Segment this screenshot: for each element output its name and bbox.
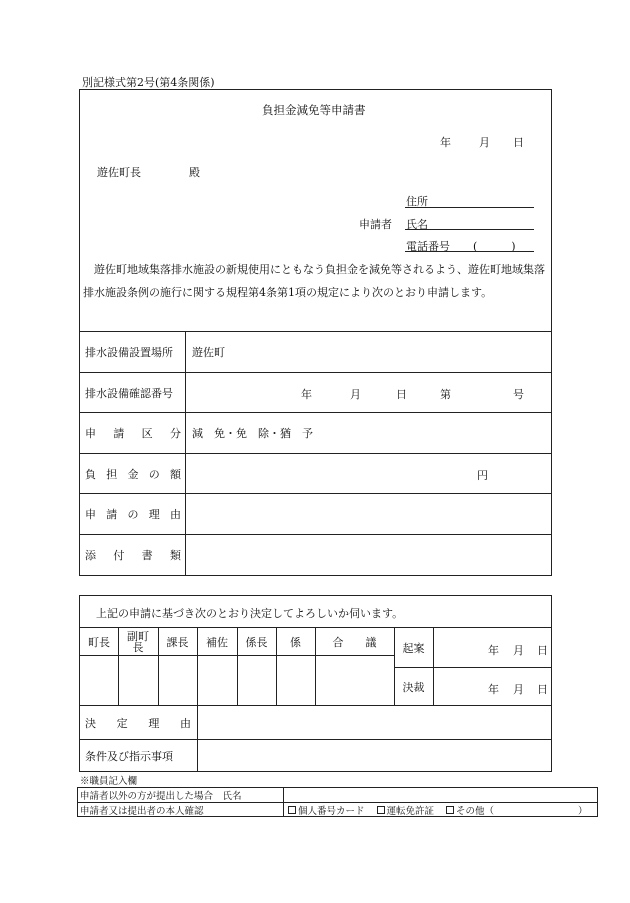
location-value[interactable]: 遊佐町 — [192, 346, 225, 359]
approval-header-consultation: 合 議 — [332, 635, 377, 649]
applicant-address-line[interactable] — [405, 207, 534, 208]
staff-note: ※職員記入欄 — [80, 776, 138, 787]
decision-reason-label — [85, 706, 191, 739]
option-other-close: ） — [578, 806, 588, 817]
amount-label-char: 担 — [106, 467, 118, 481]
reason-label-char: 申 — [85, 508, 96, 521]
reason-label-char: の — [127, 508, 139, 521]
amount-label-char: 金 — [127, 467, 139, 481]
category-label — [85, 413, 181, 453]
decision-label: 決裁 — [402, 680, 425, 694]
checkbox-icon[interactable] — [288, 806, 296, 814]
addressee-name: 遊佐町長 — [97, 166, 141, 179]
form-title: 負担金減免等申請書 — [262, 103, 366, 117]
decision-date-month: 月 — [513, 683, 524, 696]
reason-label-char: 請 — [106, 508, 118, 521]
confirm-no-go: 号 — [513, 388, 524, 401]
confirm-no-month: 月 — [350, 388, 361, 401]
confirm-no-year: 年 — [301, 388, 312, 401]
reason-label-char: 由 — [170, 508, 181, 521]
confirm-no-dai: 第 — [440, 388, 451, 401]
decision-date-day: 日 — [537, 683, 548, 696]
checkbox-icon[interactable] — [377, 806, 385, 814]
location-label: 排水設備設置場所 — [85, 346, 173, 359]
approval-header-staff: 係 — [290, 635, 301, 649]
applicant-name-line[interactable] — [405, 229, 534, 230]
attachments-label-char: 付 — [113, 549, 125, 562]
amount-label — [85, 454, 181, 493]
staff-row2-label: 申請者又は提出者の本人確認 — [80, 806, 204, 817]
decision-reason-char: 由 — [179, 716, 191, 730]
application-date-day: 日 — [513, 136, 524, 149]
applicant-label: 申請者 — [359, 218, 392, 231]
approval-header-deputy-mayor: 副町長 — [127, 629, 149, 654]
decision-reason-char: 理 — [148, 716, 160, 730]
form-code: 別記様式第2号(第4条関係) — [82, 76, 215, 89]
decision-reason-char: 定 — [116, 716, 128, 730]
attachments-label-char: 類 — [169, 549, 181, 562]
applicant-phone-line[interactable] — [405, 251, 534, 252]
application-date-year: 年 — [440, 136, 451, 149]
approval-header-section-chief: 課長 — [166, 635, 189, 649]
attachments-label — [85, 535, 181, 575]
conditions-label: 条件及び指示事項 — [85, 750, 173, 763]
applicant-name-label: 氏名 — [406, 218, 428, 231]
reason-label — [85, 494, 181, 534]
category-label-char: 区 — [141, 427, 153, 440]
confirm-no-day: 日 — [396, 388, 407, 401]
application-date-month: 月 — [479, 136, 490, 149]
approval-header-assistant: 補佐 — [206, 635, 228, 649]
reason-label-char: 理 — [148, 508, 160, 521]
decision-reason-char: 決 — [85, 716, 96, 730]
applicant-address-label: 住所 — [406, 195, 428, 208]
amount-unit: 円 — [477, 469, 488, 482]
confirm-no-label: 排水設備確認番号 — [85, 386, 173, 400]
draft-date-year: 年 — [488, 644, 499, 657]
approval-header-mayor: 町長 — [88, 635, 110, 649]
attachments-label-char: 添 — [85, 549, 96, 562]
amount-label-char: 負 — [85, 467, 96, 481]
applicant-phone-paren: ( ) — [473, 240, 520, 253]
decision-date-year: 年 — [488, 683, 499, 696]
category-options[interactable]: 減 免・免 除・猶 予 — [192, 427, 313, 440]
option-other: その他（ — [456, 806, 495, 817]
amount-label-char: の — [148, 467, 160, 481]
category-label-char: 分 — [169, 427, 181, 440]
body-text: 遊佐町地域集落排水施設の新規使用にともなう負担金を減免等されるよう、遊佐町地域集落排水施設条例の施行に関する規程第4条第1項の規定により次のとおり申請します。 — [83, 263, 545, 299]
approval-header-subsection-chief: 係長 — [245, 635, 268, 649]
option-drivers-license: 運転免許証 — [386, 806, 435, 817]
amount-label-char: 額 — [170, 467, 181, 481]
draft-date-month: 月 — [513, 644, 524, 657]
approval-intro: 上記の申請に基づき次のとおり決定してよろしいか伺います。 — [96, 607, 404, 620]
addressee-honorific: 殿 — [189, 166, 200, 179]
identity-options — [288, 803, 494, 817]
draft-label: 起案 — [402, 641, 425, 655]
attachments-label-char: 書 — [141, 549, 153, 562]
option-mynumber-card: 個人番号カード — [298, 806, 365, 817]
applicant-phone-label: 電話番号 — [406, 240, 450, 253]
staff-row1-label: 申請者以外の方が提出した場合 氏名 — [80, 791, 242, 802]
category-label-char: 請 — [113, 427, 125, 440]
checkbox-icon[interactable] — [446, 806, 454, 814]
category-label-char: 申 — [85, 427, 96, 440]
draft-date-day: 日 — [537, 644, 548, 657]
